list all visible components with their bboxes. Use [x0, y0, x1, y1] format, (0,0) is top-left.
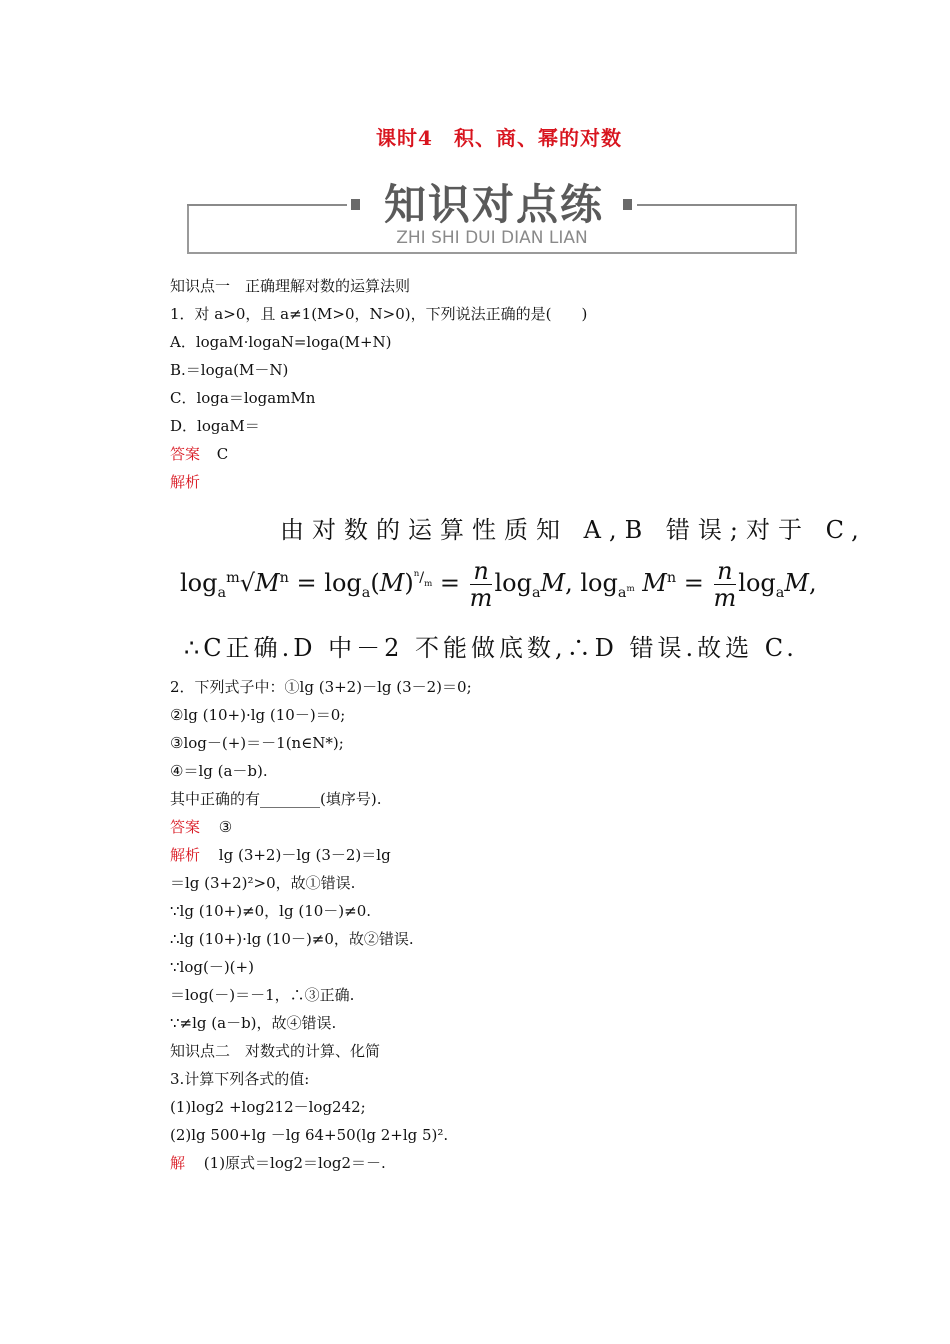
answer-label: 答案 [170, 445, 201, 463]
section-heading-2: 知识点二 对数式的计算、化简 [170, 1042, 381, 1060]
banner-left-square [351, 199, 360, 210]
analysis-2-line-5: ＝log(－)＝－1，∴③正确. [170, 986, 355, 1004]
solution-text: (1)原式＝log2＝log2＝－. [203, 1154, 386, 1172]
analysis-2-line-4: ∵log(－)(+) [170, 958, 254, 976]
question-2-item-2: ②lg (10+)·lg (10－)＝0; [170, 706, 346, 724]
analysis-1-formula-row: $\log_a^m√M^n = \log_a(M)^{^n/_m}$ = $\frac{n}{m}$ $\log_aM$, $\log_{a^m} M^n$ = $\frac{n}{m}$ $\log_aM$, [180, 557, 817, 612]
answer-label: 答案 [170, 818, 201, 836]
question-3-part-1: (1)log2 +log212－log242; [170, 1098, 366, 1116]
analysis-1-formula-block [170, 500, 867, 670]
analysis-2-first-text: lg (3+2)－lg (3－2)＝lg [218, 846, 391, 864]
page-title: 课时4 积、商、幂的对数 [376, 126, 622, 150]
section-heading-1: 知识点一 正确理解对数的运算法则 [170, 277, 411, 295]
question-2-item-4: ④＝lg (a－b). [170, 762, 268, 780]
option-b: B.＝loga(M－N) [170, 361, 289, 379]
analysis-2-line-1: ＝lg (3+2)²>0，故①错误. [170, 874, 356, 892]
banner-sub-text: ZHI SHI DUI DIAN LIAN [396, 228, 588, 248]
analysis-2-line-2: ∵lg (10+)≠0，lg (10－)≠0. [170, 902, 372, 920]
question-2-prompt: 其中正确的有________(填序号). [170, 790, 382, 808]
banner-right-square [623, 199, 632, 210]
analysis-1-row-3: ∴C正确.D 中－2 不能做底数,∴D 错误.故选 C. [184, 634, 798, 662]
solution-label: 解 [170, 1154, 186, 1172]
question-2: 2．下列式子中：①lg (3+2)－lg (3－2)＝0; [170, 678, 472, 696]
answer-value: C [216, 445, 229, 463]
answer-1 [170, 444, 228, 464]
option-d: D．logaM＝ [170, 417, 260, 435]
banner-main-text: 知识对点练 [383, 180, 604, 229]
analysis-2-line-3: ∴lg (10+)·lg (10－)≠0，故②错误. [170, 930, 414, 948]
question-3-part-2: (2)lg 500+lg －lg 64+50(lg 2+lg 5)². [170, 1126, 449, 1144]
analysis-label-1: 解析 [170, 473, 201, 491]
question-2-item-3: ③log－(+)＝－1(n∈N*); [170, 734, 344, 752]
banner-right-rule [637, 204, 797, 206]
solution-line [170, 1153, 386, 1173]
analysis-label: 解析 [170, 846, 201, 864]
banner-left-rule [187, 204, 347, 206]
answer-2 [170, 817, 232, 837]
option-c: C．loga＝logamMn [170, 389, 316, 407]
analysis-2-first [170, 845, 391, 865]
question-1: 1．对 a>0，且 a≠1(M>0，N>0)，下列说法正确的是( ) [170, 305, 588, 323]
section-banner [187, 176, 797, 256]
analysis-2-line-6: ∵≠lg (a－b)，故④错误. [170, 1014, 337, 1032]
question-3: 3.计算下列各式的值: [170, 1070, 310, 1088]
option-a: A．logaM·logaN=loga(M+N) [170, 333, 392, 351]
analysis-1-row-1: 由对数的运算性质知 A,B 错误;对于 C, [280, 516, 867, 544]
answer-value: ③ [218, 818, 233, 836]
